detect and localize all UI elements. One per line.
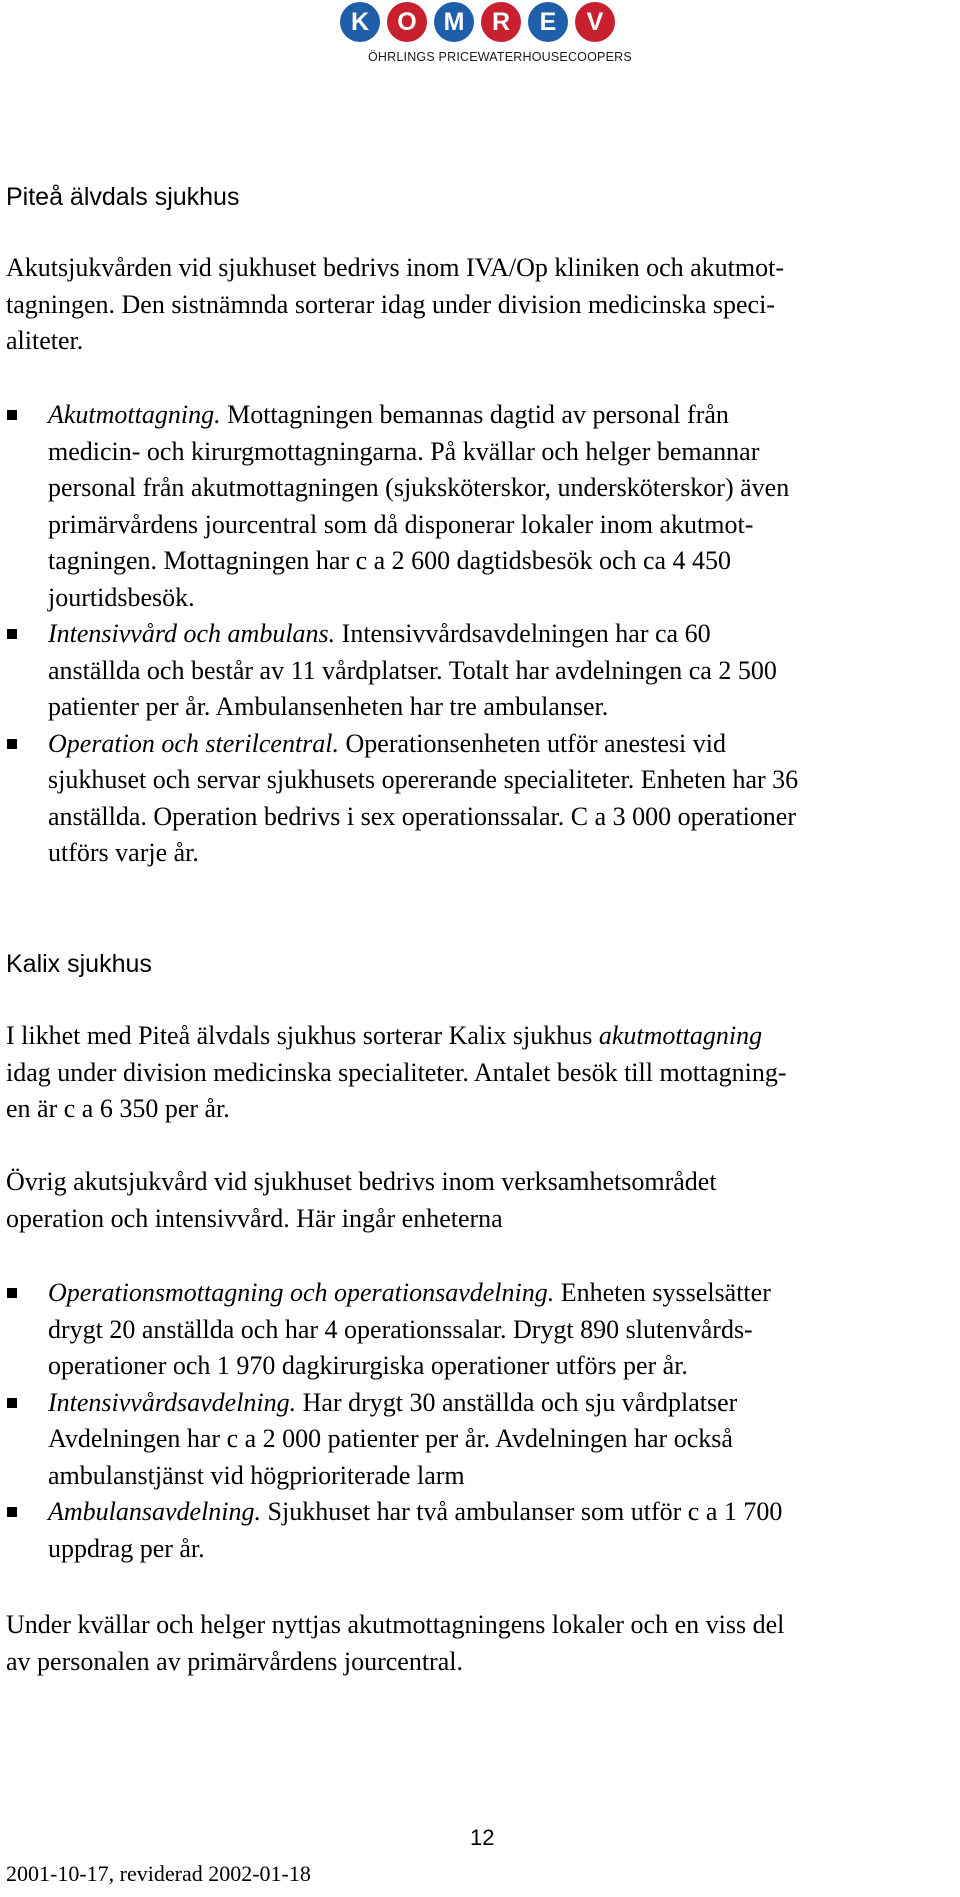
text-line: Under kvällar och helger nyttjas akutmottagningens lokaler och en viss del [6, 1610, 785, 1639]
text-line: anställda. Operation bedrivs i sex operationssalar. C a 3 000 operationer [48, 801, 797, 831]
item-text: Intensivvårdsavdelningen har ca 60 [335, 619, 711, 648]
text-line: Akutsjukvården vid sjukhuset bedrivs inom IVA/Op kliniken och akutmot- [6, 253, 784, 282]
square-bullet-icon [7, 629, 17, 639]
logo-letter: E [526, 0, 570, 44]
pitea-unit-list [0, 397, 950, 872]
text-line: operationer och 1 970 dagkirurgiska operationer utförs per år. [48, 1351, 688, 1380]
text-line: en är c a 6 350 per år. [6, 1094, 230, 1123]
text-line: av personalen av primärvårdens jourcentral. [6, 1646, 463, 1676]
text-line: primärvårdens jourcentral som då disponerar lokaler inom akutmot- [48, 509, 754, 539]
line-text: I likhet med Piteå älvdals sjukhus sorterar Kalix sjukhus [6, 1021, 599, 1050]
text-line: Avdelningen har c a 2 000 patienter per år. Avdelningen har också [48, 1424, 733, 1453]
item-term: Akutmottagning. [48, 400, 221, 429]
logo-letter: M [432, 0, 476, 44]
logo-letter: O [385, 0, 429, 44]
square-bullet-icon [7, 739, 17, 749]
pitea-intro-paragraph [6, 250, 950, 360]
kalix-intro-paragraph [6, 1018, 950, 1128]
item-term: Ambulansavdelning. [48, 1497, 262, 1526]
text-line: Övrig akutsjukvård vid sjukhuset bedrivs inom verksamhetsområdet [6, 1167, 717, 1196]
list-item-intensivvard [0, 616, 950, 726]
item-text: Mottagningen bemannas dagtid av personal från [220, 400, 729, 429]
komrev-logo [338, 0, 630, 70]
list-item-operation [0, 726, 950, 872]
text-line: ambulanstjänst vid högprioriterade larm [48, 1460, 465, 1490]
text-line [48, 397, 950, 434]
footer-date: 2001-10-17, reviderad 2002-01-18 [6, 1861, 311, 1886]
text-line [48, 1494, 950, 1531]
list-item-akutmottagning [0, 397, 950, 616]
emphasis-text: akutmottagning [598, 1021, 763, 1050]
square-bullet-icon [7, 1288, 17, 1298]
list-item-ambulansavdelning [0, 1494, 950, 1567]
item-term: Operationsmottagning och operationsavdelning. [48, 1278, 555, 1307]
logo-letter: K [338, 0, 382, 44]
text-line: jourtidsbesök. [48, 582, 195, 612]
item-text: Enheten sysselsätter [554, 1278, 771, 1307]
section-heading-pitea: Piteå älvdals sjukhus [6, 183, 240, 211]
text-line: aliteter. [6, 326, 84, 355]
logo-letters [338, 0, 630, 44]
text-line: personal från akutmottagningen (sjuksköterskor, undersköterskor) även [48, 473, 790, 502]
text-line [48, 616, 950, 653]
text-line: utförs varje år. [48, 838, 199, 867]
text-line: idag under division medicinska specialiteter. Antalet besök till mottagning- [6, 1057, 787, 1087]
closing-paragraph [6, 1607, 950, 1680]
text-line [6, 1018, 950, 1055]
item-text: Operationsenheten utför anestesi vid [339, 728, 727, 758]
square-bullet-icon [7, 1507, 17, 1517]
text-line [48, 1275, 950, 1312]
text-line: uppdrag per år. [48, 1533, 205, 1563]
list-item-intensivvardsavdelning [0, 1385, 950, 1495]
page-number: 12 [470, 1825, 495, 1850]
item-text: Sjukhuset har två ambulanser som utför c a 1 700 [261, 1497, 783, 1526]
item-term: Operation och sterilcentral. [48, 728, 340, 758]
kalix-second-paragraph [6, 1164, 950, 1237]
text-line: sjukhuset och servar sjukhusets opererande specialiteter. Enheten har 36 [48, 765, 799, 794]
text-line: tagningen. Mottagningen har c a 2 600 dagtidsbesök och ca 4 450 [48, 546, 732, 575]
item-text: Har drygt 30 anställda och sju vårdplatser [296, 1387, 738, 1417]
text-line: operation och intensivvård. Här ingår enheterna [6, 1203, 503, 1233]
kalix-unit-list [0, 1275, 950, 1567]
section-heading-kalix: Kalix sjukhus [6, 950, 152, 978]
item-term: Intensivvård och ambulans. [48, 619, 336, 648]
square-bullet-icon [7, 1398, 17, 1408]
item-term: Intensivvårdsavdelning. [48, 1387, 297, 1417]
list-item-operationsmottagning [0, 1275, 950, 1385]
text-line: patienter per år. Ambulansenheten har tre ambulanser. [48, 692, 609, 721]
text-line [48, 726, 950, 763]
text-line: drygt 20 anställda och har 4 operationssalar. Drygt 890 slutenvårds- [48, 1314, 753, 1344]
text-line: anställda och består av 11 vårdplatser. Totalt har avdelningen ca 2 500 [48, 655, 777, 685]
text-line [48, 1385, 950, 1422]
text-line: medicin- och kirurgmottagningarna. På kvällar och helger bemannar [48, 436, 760, 466]
logo-subtitle: ÖHRLINGS PRICEWATERHOUSECOOPERS [368, 50, 632, 64]
square-bullet-icon [7, 410, 17, 420]
logo-letter: R [479, 0, 523, 44]
logo-letter: V [573, 0, 617, 44]
text-line: tagningen. Den sistnämnda sorterar idag under division medicinska speci- [6, 289, 775, 319]
